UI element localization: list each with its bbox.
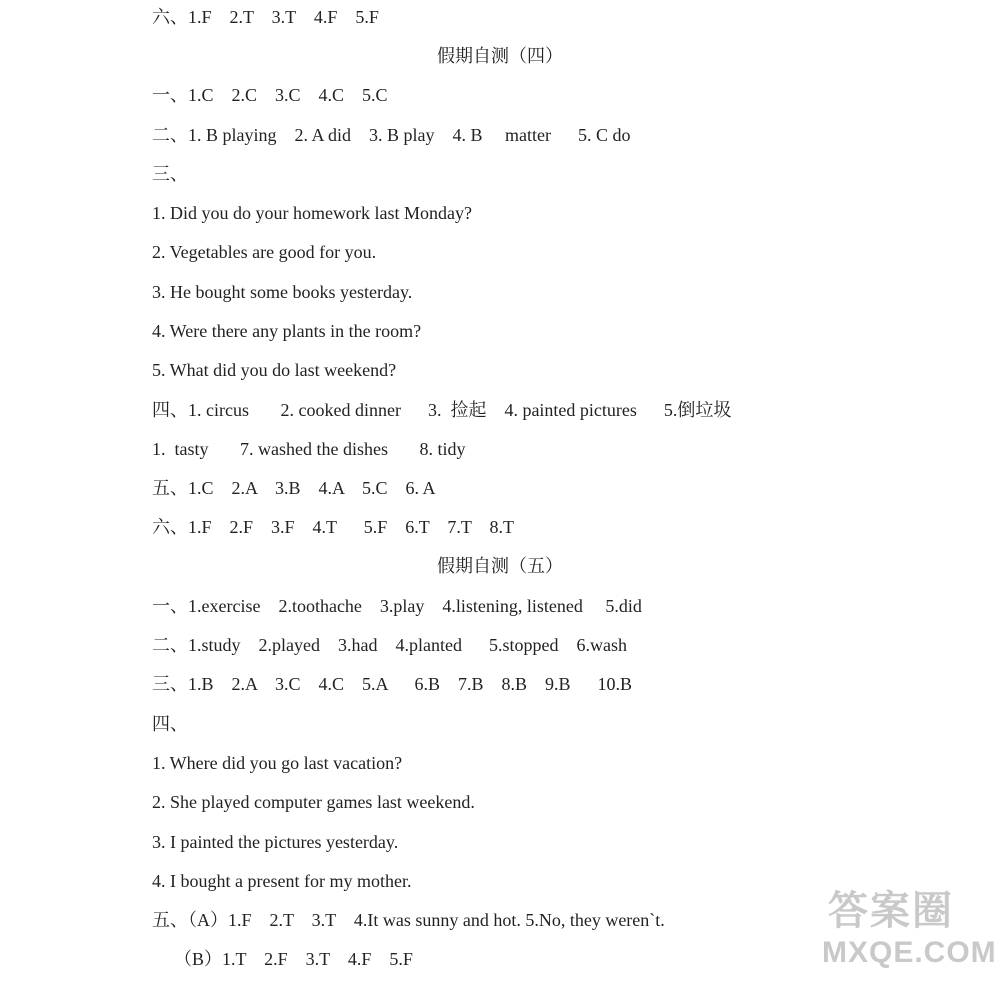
answer-line: 一、1.exercise 2.toothache 3.play 4.listening, listened 5.did	[152, 596, 642, 616]
answer-line: 四、	[152, 714, 188, 734]
answer-line: 六、1.F 2.T 3.T 4.F 5.F	[152, 7, 379, 27]
answer-line: 4. I bought a present for my mother.	[152, 871, 412, 891]
answer-line: 三、	[152, 164, 188, 184]
watermark-logo: 答案圈	[828, 889, 954, 933]
answer-line: 四、1. circus 2. cooked dinner 3. 捡起 4. painted pictures 5.倒垃圾	[152, 400, 732, 420]
answer-line: 4. Were there any plants in the room?	[152, 321, 422, 341]
answer-line: 二、1.study 2.played 3.had 4.planted 5.stopped 6.wash	[152, 635, 627, 655]
answer-line: 5. What did you do last weekend?	[152, 360, 397, 380]
answer-line: 3. He bought some books yesterday.	[152, 282, 413, 302]
answer-line: 一、1.C 2.C 3.C 4.C 5.C	[152, 85, 388, 105]
answer-line: 2. Vegetables are good for you.	[152, 242, 377, 262]
answer-line: 1. tasty 7. washed the dishes 8. tidy	[152, 439, 466, 459]
answer-line: 三、1.B 2.A 3.C 4.C 5.A 6.B 7.B 8.B 9.B 10.B	[152, 674, 633, 694]
answer-line: 六、1.F 2.F 3.F 4.T 5.F 6.T 7.T 8.T	[152, 517, 515, 537]
answer-line: 1. Did you do your homework last Monday?	[152, 203, 472, 223]
watermark	[822, 888, 997, 978]
watermark-url: MXQE.COM	[822, 936, 997, 969]
answer-line: 二、1. B playing 2. A did 3. B play 4. B matter 5. C do	[152, 125, 631, 145]
section-title-4: 假期自测（四）	[437, 46, 563, 66]
answer-line: （B）1.T 2.F 3.T 4.F 5.F	[174, 949, 413, 969]
section-title-5: 假期自测（五）	[437, 556, 563, 576]
answer-line: 2. She played computer games last weekend.	[152, 792, 475, 812]
answer-line: 3. I painted the pictures yesterday.	[152, 832, 399, 852]
answer-line: 五、1.C 2.A 3.B 4.A 5.C 6. A	[152, 478, 436, 498]
answer-line: 1. Where did you go last vacation?	[152, 753, 403, 773]
answer-line: 五、（A）1.F 2.T 3.T 4.It was sunny and hot. 5.No, they weren`t.	[152, 910, 665, 930]
